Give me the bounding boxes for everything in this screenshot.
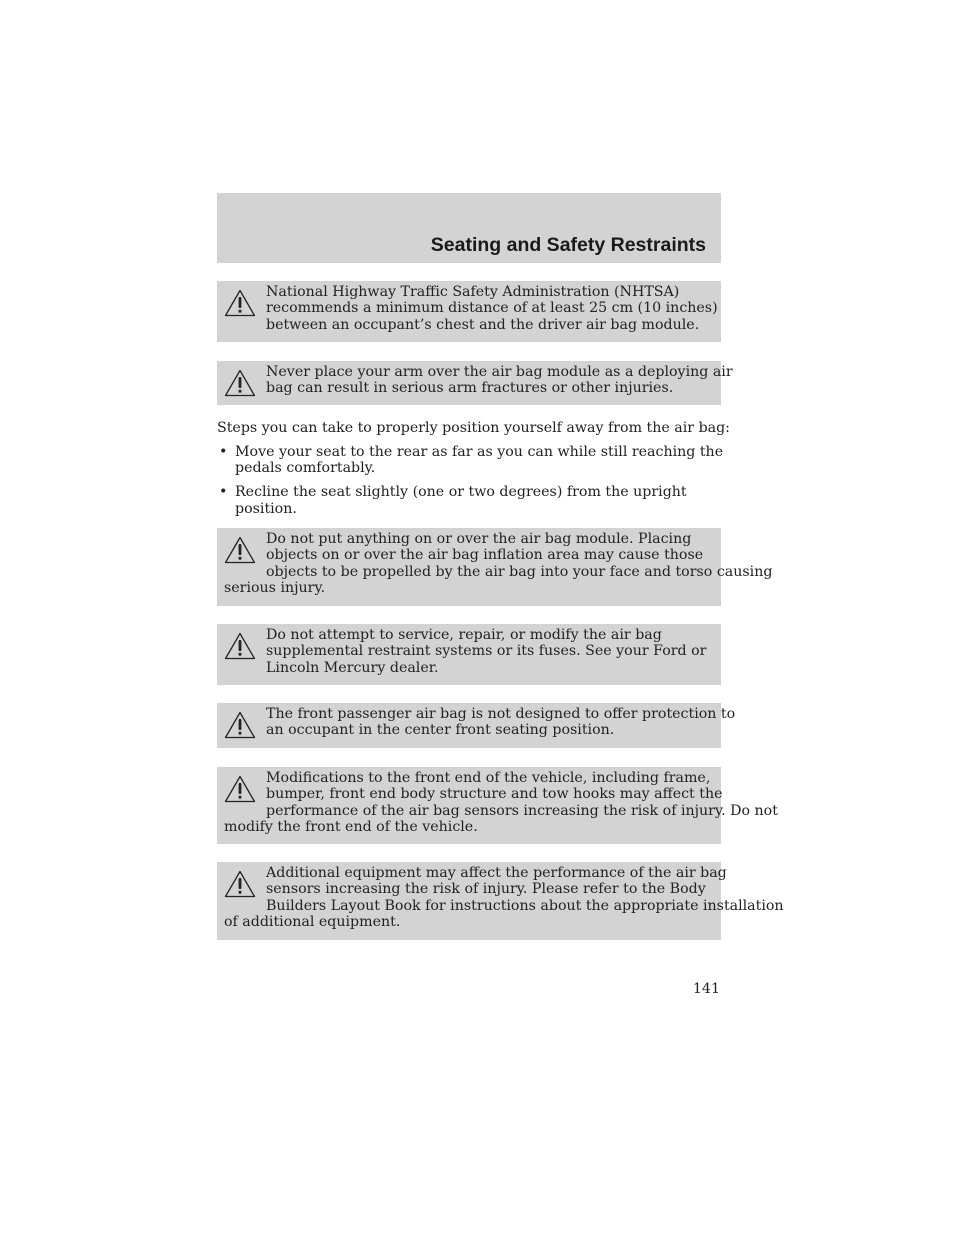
warning-triangle-icon [224, 632, 256, 660]
warning-text [224, 284, 718, 333]
bullet-line: pedals comfortably. [235, 460, 376, 477]
section-title: Seating and Safety Restraints [430, 234, 706, 256]
warning-line: serious injury. [224, 580, 326, 597]
warning-line: The front passenger air bag is not designed to offer protection to [266, 706, 736, 722]
warning-text [224, 706, 736, 739]
warning-line: of additional equipment. [224, 914, 401, 931]
warning-triangle-icon [224, 775, 256, 803]
warning-box [217, 862, 784, 940]
warning-line: Additional equipment may affect the performance of the air bag [266, 865, 727, 881]
warning-line: an occupant in the center front seating position. [266, 722, 615, 739]
warning-box [217, 361, 733, 405]
warning-text [224, 770, 778, 836]
warning-line: Lincoln Mercury dealer. [266, 659, 439, 676]
warning-line: Builders Layout Book for instructions about the appropriate installation [266, 897, 784, 914]
warning-box [217, 528, 773, 606]
warning-line: Never place your arm over the air bag module as a deploying air [266, 364, 733, 380]
warning-line: supplemental restraint systems or its fuses. See your Ford or [266, 643, 707, 660]
page-number: 141 [692, 981, 720, 997]
warning-line: modify the front end of the vehicle. [224, 819, 478, 836]
list-item [217, 444, 724, 477]
bullet-symbol: • [219, 444, 228, 460]
warning-line: Do not put anything on or over the air bag module. Placing [266, 531, 692, 547]
warning-line: recommends a minimum distance of at least 25 cm (10 inches) [266, 300, 718, 317]
warning-text [224, 531, 773, 597]
bullet-line: Move your seat to the rear as far as you can while still reaching the [235, 444, 724, 460]
bullet-symbol: • [219, 484, 228, 501]
warning-line: Do not attempt to service, repair, or modify the air bag [266, 627, 662, 643]
warning-line: between an occupant’s chest and the driver air bag module. [266, 316, 700, 333]
warning-text [224, 865, 784, 931]
warning-line: bag can result in serious arm fractures or other injuries. [266, 380, 674, 397]
warning-text [224, 627, 715, 676]
warning-line: performance of the air bag sensors increasing the risk of injury. Do not [266, 802, 778, 819]
warning-line: Modifications to the front end of the vehicle, including frame, [266, 770, 711, 786]
warning-triangle-icon [224, 289, 256, 317]
intro-text: Steps you can take to properly position yourself away from the air bag: [217, 420, 730, 436]
bullet-line: position. [235, 500, 297, 517]
warning-triangle-icon [224, 870, 256, 898]
bullet-list [217, 444, 724, 525]
list-item [217, 484, 721, 517]
warning-line: National Highway Traffic Safety Administration (NHTSA) [266, 284, 680, 300]
warning-text [224, 364, 733, 397]
warning-triangle-icon [224, 536, 256, 564]
warning-line: objects on or over the air bag inflation area may cause those [266, 547, 704, 564]
section-header-bar [217, 193, 721, 263]
warning-box [217, 703, 736, 748]
warning-box [217, 624, 721, 685]
warning-line: objects to be propelled by the air bag into your face and torso causing [266, 563, 773, 580]
warning-triangle-icon [224, 711, 256, 739]
warning-box [217, 281, 721, 342]
warning-line: bumper, front end body structure and tow hooks may affect the [266, 786, 723, 803]
warning-triangle-icon [224, 369, 256, 397]
bullet-line: Recline the seat slightly (one or two degrees) from the upright [235, 484, 687, 501]
warning-line: sensors increasing the risk of injury. Please refer to the Body [266, 881, 706, 898]
warning-box [217, 767, 778, 844]
